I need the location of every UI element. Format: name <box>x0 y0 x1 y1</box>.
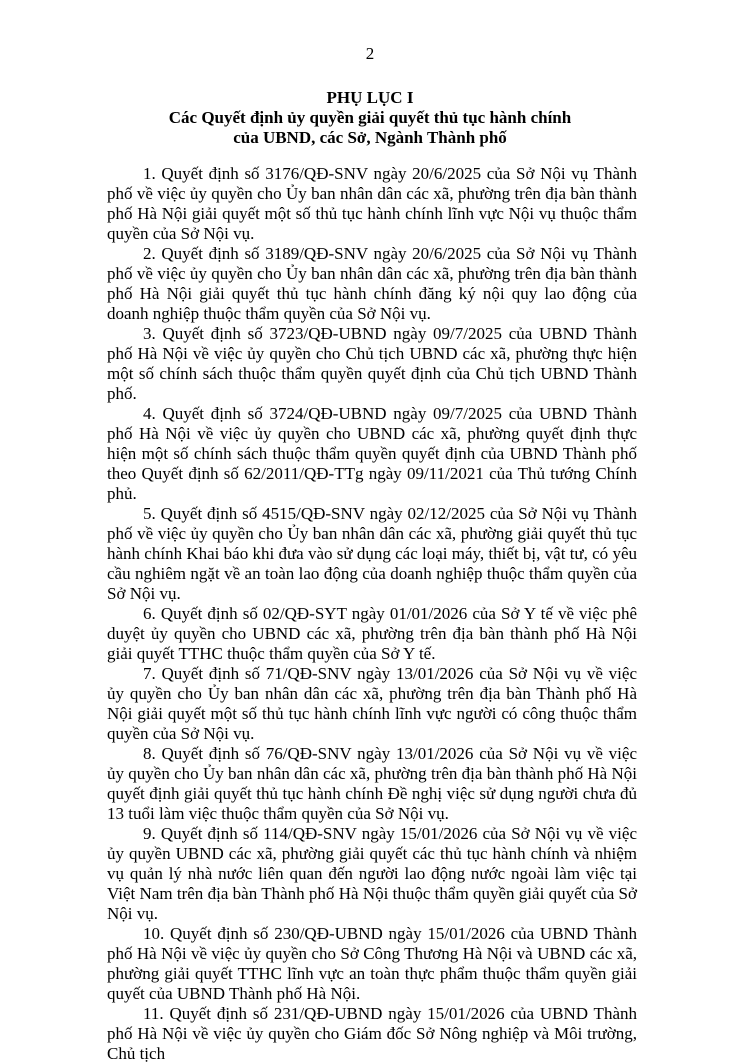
list-item: 11. Quyết định số 231/QĐ-UBND ngày 15/01/2026 của UBND Thành phố Hà Nội về việc ủy quyền cho Giám đốc Sở Nông nghiệp và Môi trường, Chủ tịch <box>107 1004 637 1063</box>
page-number: 2 <box>365 44 375 63</box>
list-item: 1. Quyết định số 3176/QĐ-SNV ngày 20/6/2025 của Sở Nội vụ Thành phố về việc ủy quyền cho Ủy ban nhân dân các xã, phường trên địa bàn thành phố Hà Nội giải quyết một số thủ tục hành chính lĩnh vực Nội vụ thuộc thẩm quyền của Sở Nội vụ. <box>107 164 637 243</box>
appendix-heading <box>90 88 650 148</box>
document-body <box>107 164 637 1064</box>
list-item: 8. Quyết định số 76/QĐ-SNV ngày 13/01/2026 của Sở Nội vụ về việc ủy quyền cho Ủy ban nhân dân các xã, phường trên địa bàn thành phố Hà Nội quyết định giải quyết thủ tục hành chính Đề nghị việc sử dụng người chưa đủ 13 tuổi làm việc thuộc thẩm quyền của Sở Nội vụ. <box>107 744 637 823</box>
list-item: 4. Quyết định số 3724/QĐ-UBND ngày 09/7/2025 của UBND Thành phố Hà Nội về việc ủy quyền cho UBND các xã, phường quyết định thực hiện một số chính sách thuộc thẩm quyền quyết định của UBND Thành phố theo Quyết định số 62/2011/QĐ-TTg ngày 09/11/2021 của Thủ tướng Chính phủ. <box>107 404 637 503</box>
appendix-subtitle-line-2: của UBND, các Sở, Ngành Thành phố <box>233 128 507 147</box>
list-item: 6. Quyết định số 02/QĐ-SYT ngày 01/01/2026 của Sở Y tế về việc phê duyệt ủy quyền cho UBND các xã, phường trên địa bàn thành phố Hà Nội giải quyết TTHC thuộc thẩm quyền của Sở Y tế. <box>107 604 637 663</box>
list-item: 3. Quyết định số 3723/QĐ-UBND ngày 09/7/2025 của UBND Thành phố Hà Nội về việc ủy quyền cho Chủ tịch UBND các xã, phường thực hiện một số chính sách thuộc thẩm quyền quyết định của Chủ tịch UBND Thành phố. <box>107 324 637 403</box>
appendix-subtitle-line-1: Các Quyết định ủy quyền giải quyết thủ tục hành chính <box>168 108 572 127</box>
list-item: 9. Quyết định số 114/QĐ-SNV ngày 15/01/2026 của Sở Nội vụ về việc ủy quyền UBND các xã, phường giải quyết các thủ tục hành chính và nhiệm vụ quản lý nhà nước liên quan đến người lao động nước ngoài làm việc tại Việt Nam trên địa bàn Thành phố Hà Nội thuộc thẩm quyền giải quyết của Sở Nội vụ. <box>107 824 637 923</box>
list-item: 2. Quyết định số 3189/QĐ-SNV ngày 20/6/2025 của Sở Nội vụ Thành phố về việc ủy quyền cho Ủy ban nhân dân các xã, phường trên địa bàn thành phố Hà Nội giải quyết thủ tục hành chính đăng ký nội quy lao động của doanh nghiệp thuộc thẩm quyền của Sở Nội vụ. <box>107 244 637 323</box>
list-item: 5. Quyết định số 4515/QĐ-SNV ngày 02/12/2025 của Sở Nội vụ Thành phố về việc ủy quyền cho Ủy ban nhân dân các xã, phường giải quyết thủ tục hành chính Khai báo khi đưa vào sử dụng các loại máy, thiết bị, vật tư, có yêu cầu nghiêm ngặt về an toàn lao động của doanh nghiệp thuộc thẩm quyền của Sở Nội vụ. <box>107 504 637 603</box>
list-item: 10. Quyết định số 230/QĐ-UBND ngày 15/01/2026 của UBND Thành phố Hà Nội về việc ủy quyền cho Sở Công Thương Hà Nội và UBND các xã, phường giải quyết TTHC lĩnh vực an toàn thực phẩm thuộc thẩm quyền giải quyết của UBND Thành phố Hà Nội. <box>107 924 637 1003</box>
appendix-title: PHỤ LỤC I <box>326 88 414 107</box>
list-item: 7. Quyết định số 71/QĐ-SNV ngày 13/01/2026 của Sở Nội vụ về việc ủy quyền cho Ủy ban nhân dân các xã, phường trên địa bàn Thành phố Hà Nội giải quyết một số thủ tục hành chính lĩnh vực người có công thuộc thẩm quyền của Sở Nội vụ. <box>107 664 637 743</box>
